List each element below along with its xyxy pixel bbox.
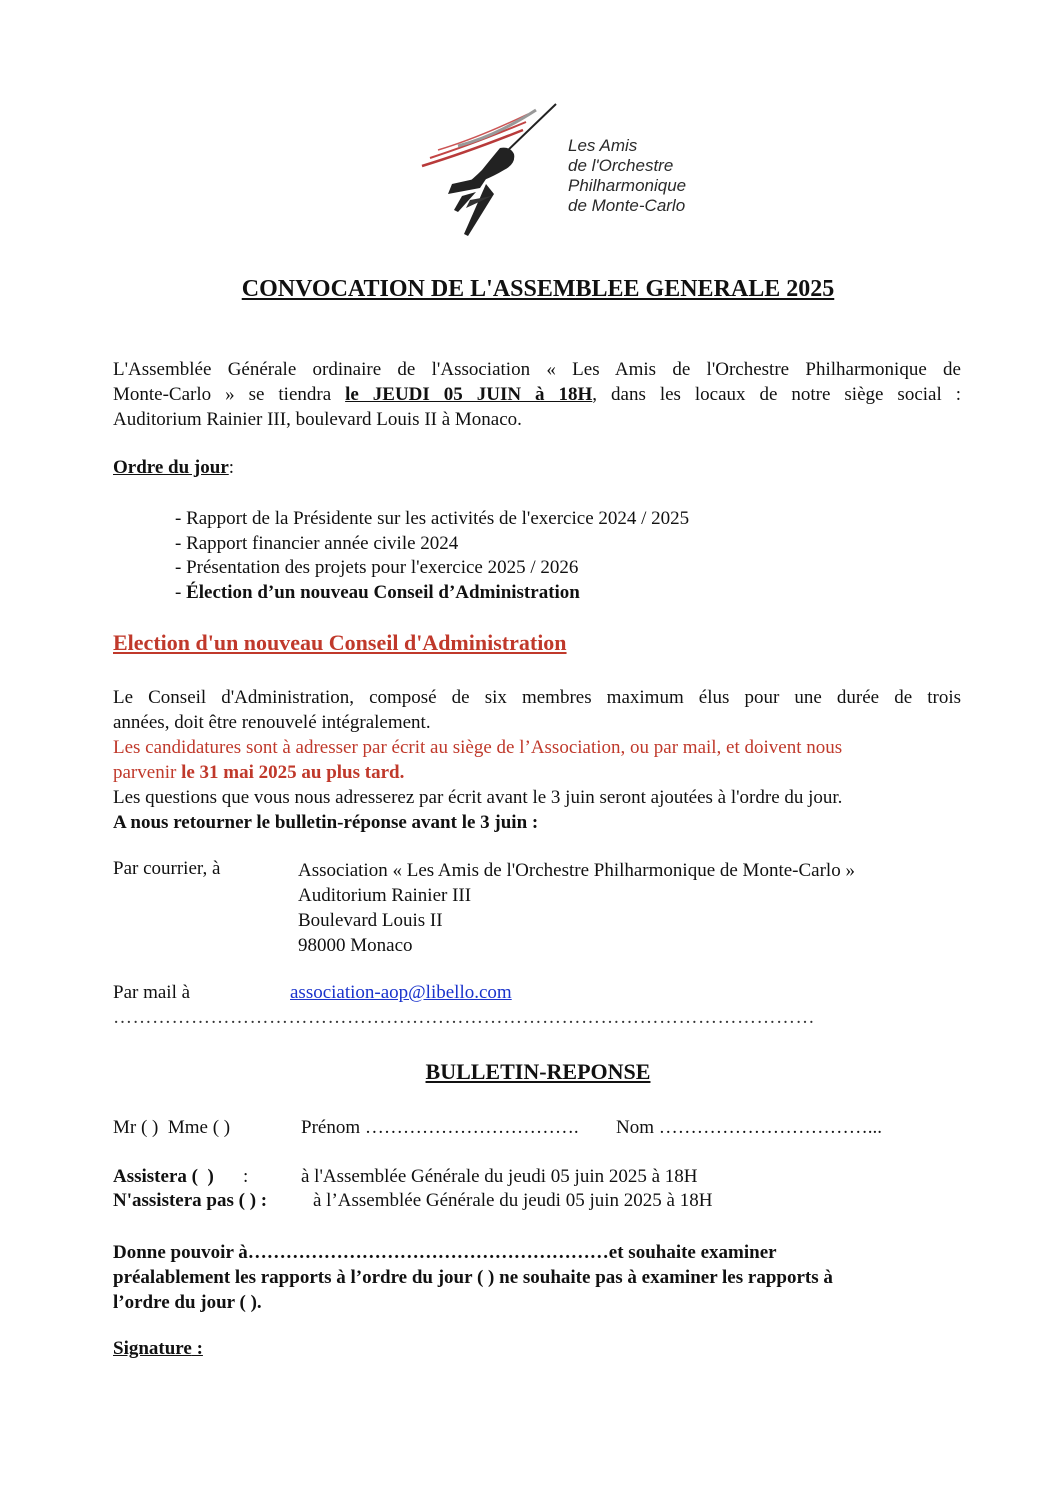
logo-line: Les Amis [568,136,638,155]
not-attend-option: N'assistera pas ( ) : [113,1190,268,1211]
signature-text: Signature [113,1338,192,1359]
logo-line: Philharmonique [568,176,687,195]
bulletin-heading: BULLETIN-REPONSE [425,1059,651,1084]
not-attend-text: à l’Assemblée Générale du jeudi 05 juin 2025 à 18H [313,1190,713,1211]
proxy-line-3: l’ordre du jour ( ). [113,1292,262,1313]
intro-line-3: Auditorium Rainier III, boulevard Louis II à Monaco. [113,409,522,430]
agenda-list [175,507,689,605]
attend-option: Assistera ( ) [113,1166,214,1187]
list-item-bold: Élection d’un nouveau Conseil d’Administration [186,581,580,603]
questions-line: Les questions que vous nous adresserez par écrit avant le 3 juin seront ajoutées à l'ordre du jour. [113,787,843,808]
return-notice: A nous retourner le bulletin-réponse avant le 3 juin : [113,812,539,833]
intro-text: , dans les locaux de notre siège social : [592,384,961,405]
election-heading: Election d'un nouveau Conseil d'Administration [113,630,567,655]
attend-text: à l'Assemblée Générale du jeudi 05 juin 2025 à 18H [301,1166,698,1187]
candidature-text: parvenir [113,762,182,783]
proxy-line-2: préalablement les rapports à l’ordre du jour ( ) ne souhaite pas à examiner les rapports à [113,1267,833,1288]
address-line: Boulevard Louis II [298,910,443,931]
election-paragraph [113,685,961,835]
prenom-field: Prénom ……………………………. [301,1117,579,1138]
logo-line: de l'Orchestre [568,156,674,175]
list-item [175,581,689,606]
civility-field: Mr ( ) Mme ( ) [113,1117,231,1138]
list-item: - Rapport financier année civile 2024 [175,532,459,554]
candidature-line-1: Les candidatures sont à adresser par écrit au siège de l’Association, ou par mail, et doivent nous [113,737,843,758]
election-line-1: Le Conseil d'Administration, composé de six membres maximum élus pour une durée de trois [113,687,961,708]
list-item: - Rapport de la Présidente sur les activités de l'exercice 2024 / 2025 [175,508,690,529]
list-dash: - [175,581,187,603]
election-line-2: années, doit être renouvelé intégralement. [113,712,431,733]
postal-address [298,858,855,958]
logo [418,100,687,242]
address-line: Auditorium Rainier III [298,885,472,906]
signature-colon: : [191,1338,203,1359]
deadline: le 31 mai 2025 au plus tard. [181,762,405,783]
email-link[interactable]: association-aop@libello.com [290,982,512,1003]
candidature-line-2 [113,760,961,785]
intro-text: Monte-Carlo » se tiendra [113,384,346,405]
intro-paragraph [113,357,961,432]
separator-dots: ……………………………………………………………………………………………… [113,1007,815,1028]
nom-field: Nom ……………………………... [616,1117,882,1138]
attend-colon: : [243,1166,249,1187]
agenda-colon: : [228,457,235,478]
postal-label: Par courrier, à [113,858,221,879]
page-title: CONVOCATION DE L'ASSEMBLEE GENERALE 2025 [241,276,835,302]
signature-label [113,1338,203,1360]
intro-line-2 [113,382,961,407]
email-label: Par mail à [113,982,191,1003]
address-line: 98000 Monaco [298,935,413,956]
address-line: Association « Les Amis de l'Orchestre Philharmonique de Monte-Carlo » [298,860,855,881]
proxy-paragraph [113,1240,933,1315]
agenda-heading-text: Ordre du jour [113,457,229,478]
conductor-logo-icon [418,100,568,242]
intro-line-1: L'Assemblée Générale ordinaire de l'Association « Les Amis de l'Orchestre Philharmonique de [113,359,961,380]
agenda-heading [113,457,234,479]
proxy-line-1: Donne pouvoir à…………………………………………………et souhaite examiner [113,1242,777,1263]
meeting-date: le JEUDI 05 JUIN à 18H [345,384,593,405]
list-item: - Présentation des projets pour l'exercice 2025 / 2026 [175,557,579,578]
logo-line: de Monte-Carlo [568,196,686,215]
